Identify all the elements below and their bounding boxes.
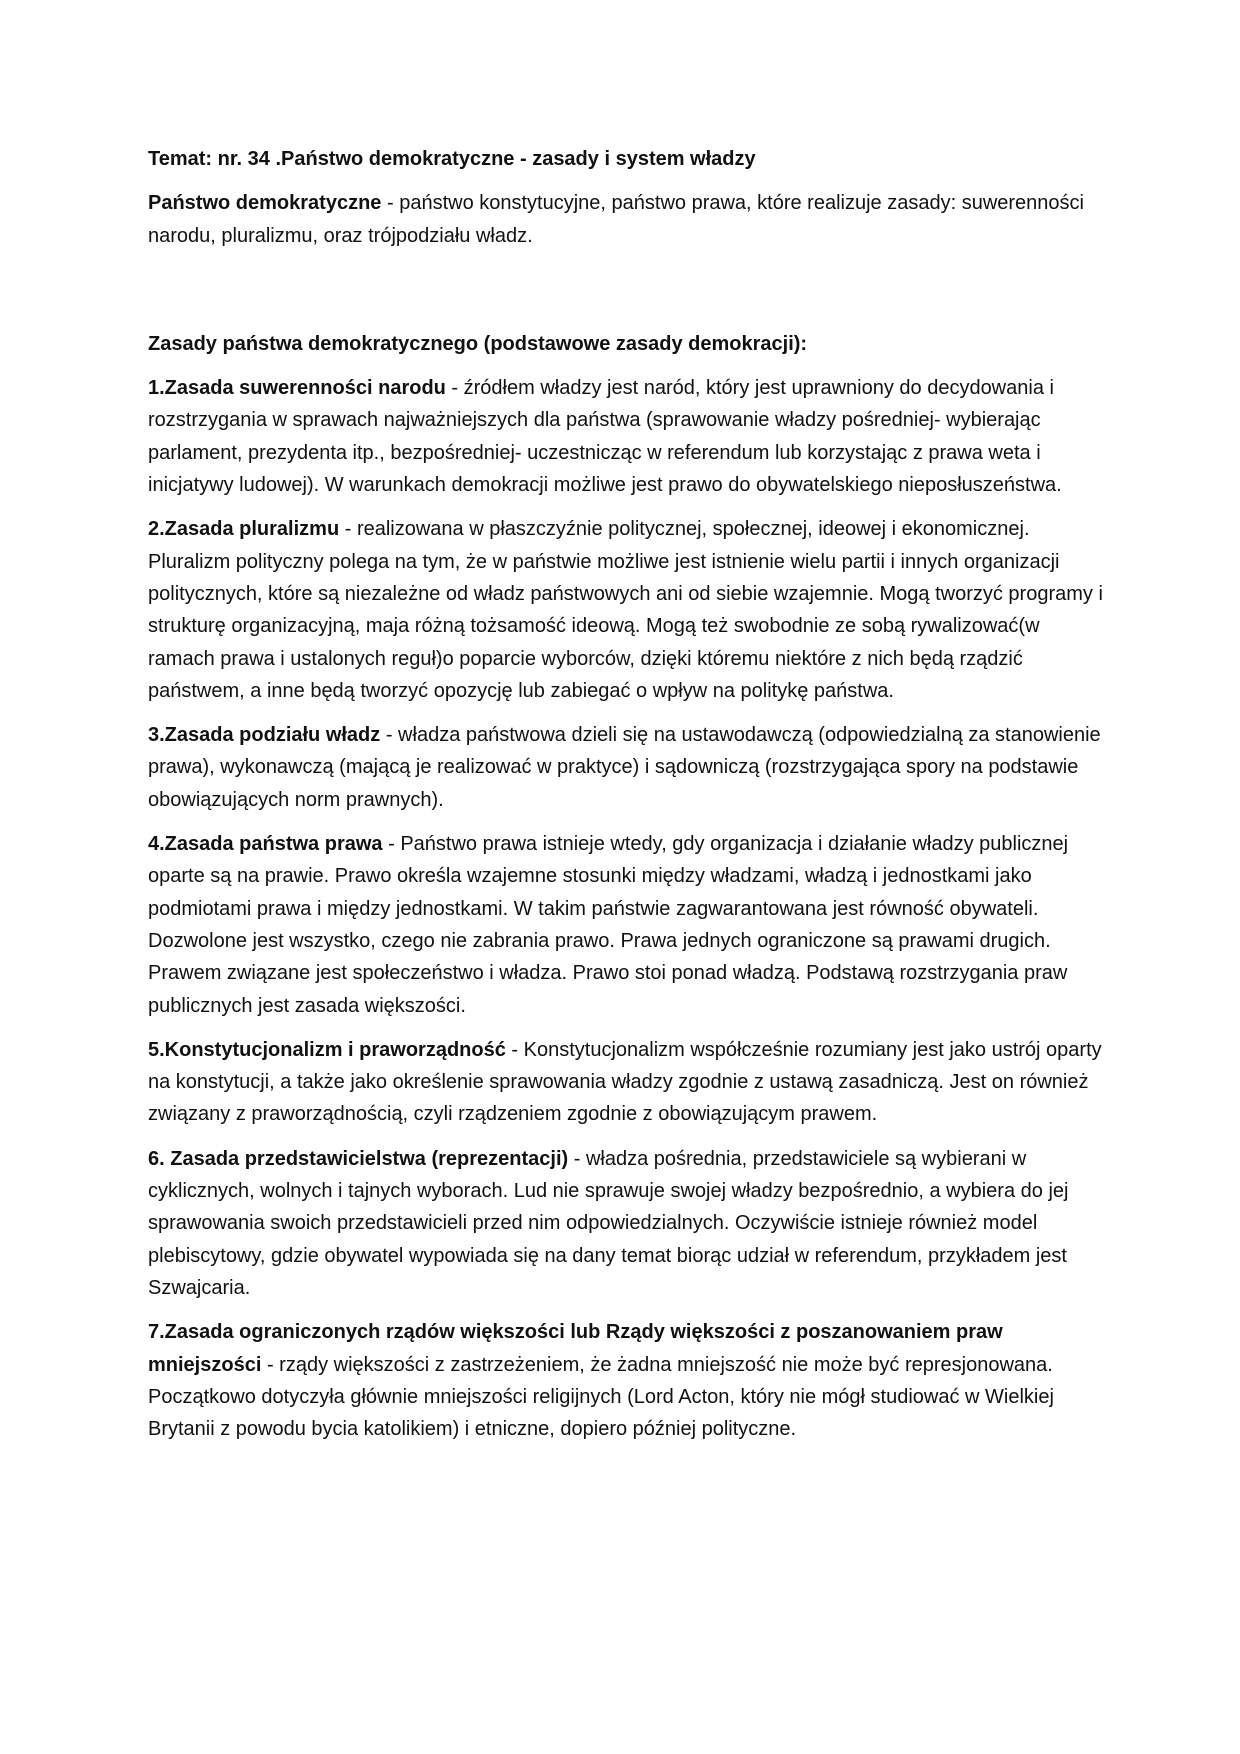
principle-term: 7.Zasada ograniczonych rządów większości lub Rządy większości z poszanowaniem praw mniejszości — [148, 1321, 1003, 1376]
document-title: Temat: nr. 34 .Państwo demokratyczne - zasady i system władzy — [148, 148, 756, 170]
principle-term: 1.Zasada suwerenności narodu — [148, 377, 446, 400]
intro-text: - państwo konstytucyjne, państwo prawa, które realizuje zasady: suwerenności narodu, pluralizmu, oraz trójpodziału władz. — [148, 192, 1084, 247]
principle-text: - władza pośrednia, przedstawiciele są wybierani w cyklicznych, wolnych i tajnych wyborach. Lud nie sprawuje swojej władzy bezpośrednio, a wybiera do jej sprawowania swoich przedstawicieli przed nim odpowiedzialnych. Oczywiście istnieje również model plebiscytowy, gdzie obywatel wypowiada się na dany temat biorąc udział w referendum, przykładem jest Szwajcaria. — [148, 1147, 1069, 1299]
principle-paragraph — [148, 1143, 1103, 1304]
principle-paragraph — [148, 372, 1103, 501]
principle-paragraph — [148, 1316, 1103, 1445]
principle-text: - władza państwowa dzieli się na ustawodawczą (odpowiedzialną za stanowienie prawa), wykonawczą (mającą je realizować w praktyce) i sądowniczą (rozstrzygająca spory na podstawie obowiązujących norm prawnych). — [148, 724, 1101, 811]
principle-term: 2.Zasada pluralizmu — [148, 518, 340, 541]
principle-text: - realizowana w płaszczyźnie politycznej, społecznej, ideowej i ekonomicznej. Pluralizm polityczny polega na tym, że w państwie możliwe jest istnienie wielu partii i innych organizacji politycznych, które są niezależne od władz państwowych ani od siebie wzajemnie. Mogą tworzyć programy i strukturę organizacyjną, maja różną tożsamość ideową. Mogą też swobodnie ze sobą rywalizować(w ramach prawa i ustalonych reguł)o poparcie wyborców, dzięki któremu niektóre z nich będą rządzić państwem, a inne będą tworzyć opozycję lub zabiegać o wpływ na politykę państwa. — [148, 518, 1103, 702]
principle-term: 4.Zasada państwa prawa — [148, 833, 383, 856]
principle-text: - Państwo prawa istnieje wtedy, gdy organizacja i działanie władzy publicznej oparte są na prawie. Prawo określa wzajemne stosunki między władzami, władzą i jednostkami jako podmiotami prawa i między jednostkami. W takim państwie zagwarantowana jest równość obywateli. Dozwolone jest wszystko, czego nie zabrania prawo. Prawa jednych ograniczone są prawami drugich. Prawem związane jest społeczeństwo i władza. Prawo stoi ponad władzą. Podstawą rozstrzygania praw publicznych jest zasada większości. — [148, 833, 1069, 1017]
principle-term: 5.Konstytucjonalizm i praworządność — [148, 1038, 506, 1061]
principle-text: - rządy większości z zastrzeżeniem, że żadna mniejszość nie może być represjonowana. Początkowo dotyczyła głównie mniejszości religijnych (Lord Acton, który nie mógł studiować w Wielkiej Brytanii z powodu bycia katolikiem) i etniczne, dopiero później polityczne. — [148, 1353, 1054, 1441]
principle-paragraph — [148, 719, 1103, 816]
document-page — [148, 143, 1103, 1457]
intro-term: Państwo demokratyczne — [148, 192, 382, 215]
principle-text: - źródłem władzy jest naród, który jest uprawniony do decydowania i rozstrzygania w sprawach najważniejszych dla państwa (sprawowanie władzy pośredniej- wybierając parlament, prezydenta itp., bezpośredniej- uczestnicząc w referendum lub korzystając z prawa weta i inicjatywy ludowej). W warunkach demokracji możliwe jest prawo do obywatelskiego nieposłuszeństwa. — [148, 377, 1062, 497]
principle-paragraph — [148, 513, 1103, 707]
intro-paragraph — [148, 187, 1103, 252]
principle-term: 3.Zasada podziału władz — [148, 724, 381, 747]
section-heading: Zasady państwa demokratycznego (podstawowe zasady demokracji): — [148, 332, 808, 355]
principle-term: 6. Zasada przedstawicielstwa (reprezentacji) — [148, 1147, 569, 1170]
principle-paragraph — [148, 828, 1103, 1022]
principle-text: - Konstytucjonalizm współcześnie rozumiany jest jako ustrój oparty na konstytucji, a także jako określenie sprawowania władzy zgodnie z ustawą zasadniczą. Jest on również związany z praworządnością, czyli rządzeniem zgodnie z obowiązującym prawem. — [148, 1038, 1102, 1126]
principle-paragraph — [148, 1034, 1103, 1131]
